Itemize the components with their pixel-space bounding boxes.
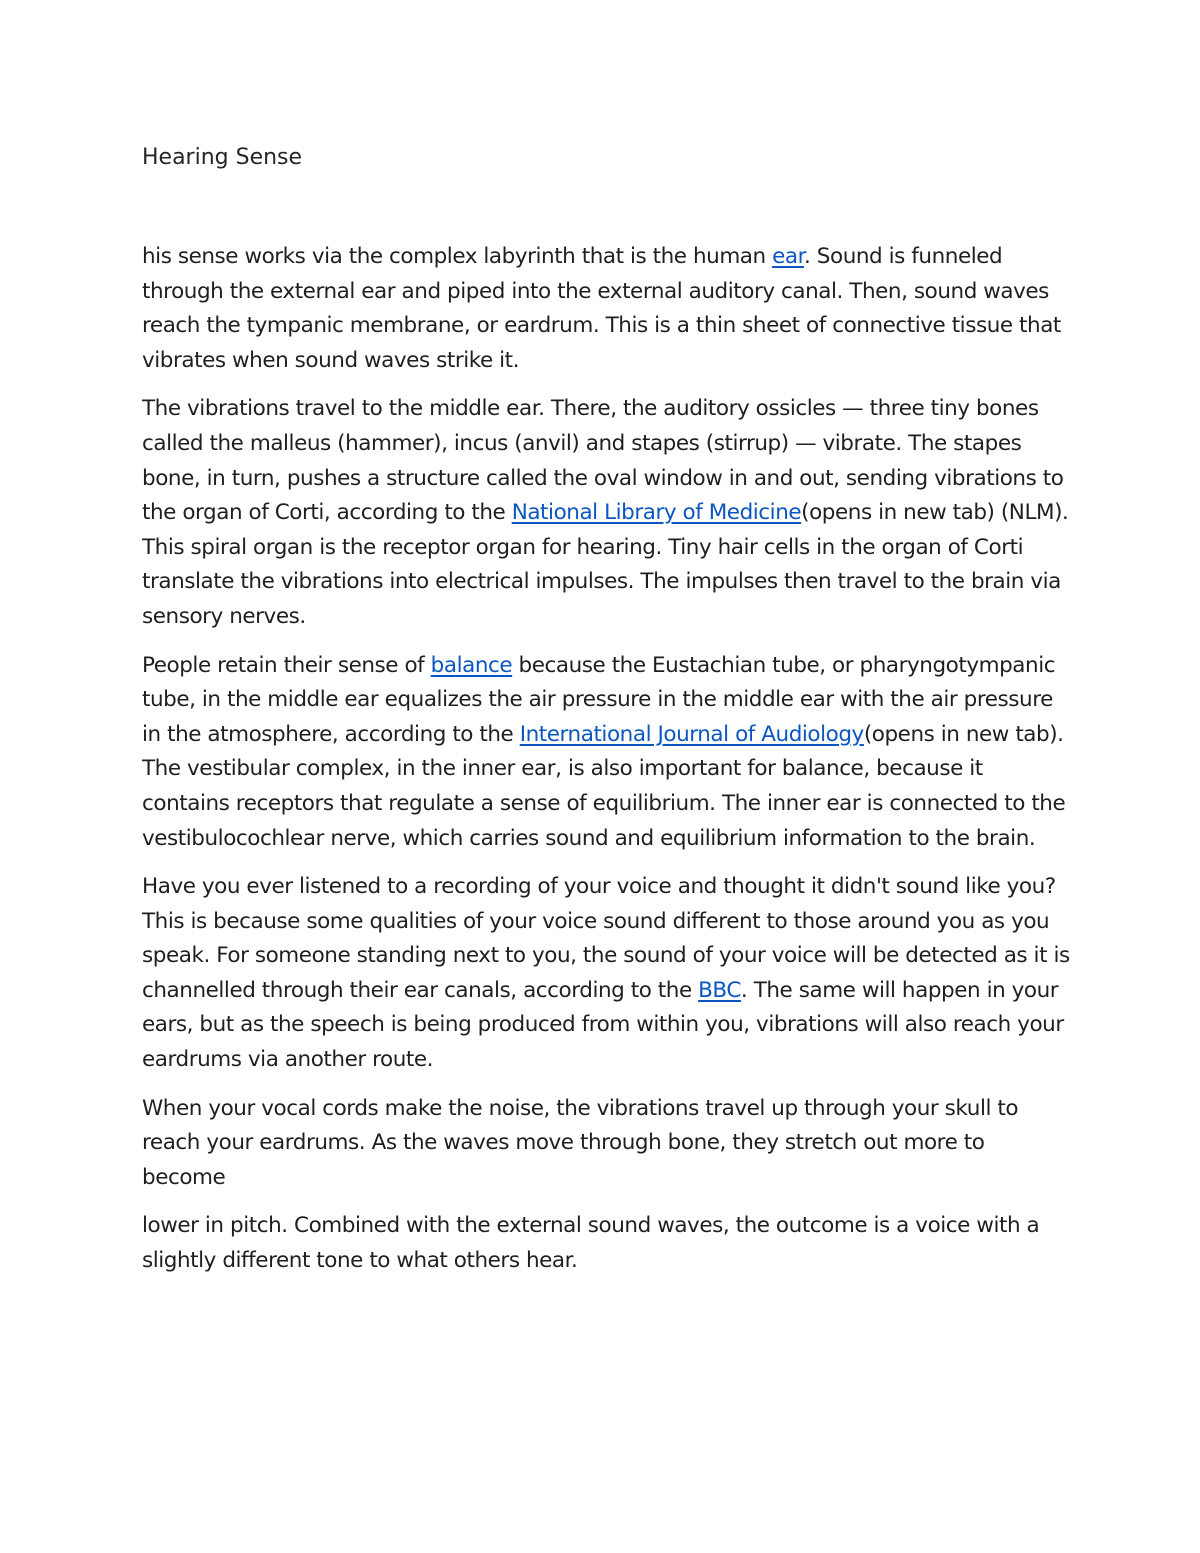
international-journal-of-audiology-link[interactable]: International Journal of Audiology <box>519 721 864 747</box>
paragraph-5 <box>142 1092 1072 1196</box>
document-page <box>142 140 1072 1293</box>
paragraph-text: (opens in new tab). The vestibular complex, in the inner ear, is also important for balance, because it contains receptors that regulate a sense of equilibrium. The inner ear is connected to the vestibulocochlear nerve, which carries sound and equilibrium information to the brain. <box>142 721 1066 851</box>
paragraph-6 <box>142 1209 1072 1278</box>
paragraph-2 <box>142 392 1072 634</box>
document-title: Hearing Sense <box>142 145 303 170</box>
paragraph-text: because the Eustachian tube, or pharyngotympanic tube, in the middle ear equalizes the air pressure in the middle ear with the air pressure in the atmosphere, according to the <box>142 652 1056 747</box>
paragraph-text: People retain their sense of <box>142 652 431 678</box>
paragraph-text: (opens in new tab) (NLM). This spiral organ is the receptor organ for hearing. Tiny hair cells in the organ of Corti translate the vibrations into electrical impulses. The impulses then travel to the brain via sensory nerves. <box>142 500 1069 629</box>
paragraph-text: . Sound is funneled through the external ear and piped into the external auditory canal. Then, sound waves reach the tympanic membrane, or eardrum. This is a thin sheet of connective tissue that vibrates when sound waves strike it. <box>142 244 1061 373</box>
paragraph-text: When your vocal cords make the noise, the vibrations travel up through your skull to reach your eardrums. As the waves move through bone, they stretch out more to become <box>142 1095 1019 1190</box>
paragraph-text: his sense works via the complex labyrinth that is the human <box>142 244 773 269</box>
paragraph-3 <box>142 649 1072 857</box>
paragraph-text: . The same will happen in your ears, but as the speech is being produced from within you, vibrations will also reach your eardrums via another route. <box>142 977 1064 1073</box>
paragraph-text: The vibrations travel to the middle ear. There, the auditory ossicles — three tiny bones called the malleus (hammer), incus (anvil) and stapes (stirrup) — vibrate. The stapes bone, in turn, pushes a structure called the oval window in and out, sending vibrations to the organ of Corti, according to the <box>142 396 1064 526</box>
national-library-of-medicine-link[interactable]: National Library of Medicine <box>511 500 802 526</box>
balance-link[interactable]: balance <box>430 652 513 678</box>
bbc-link[interactable]: BBC <box>698 977 741 1003</box>
paragraph-1 <box>142 240 1072 378</box>
paragraph-text: Have you ever listened to a recording of your voice and thought it didn't sound like you? This is because some qualities of your voice sound different to those around you as you speak. For someone standing next to you, the sound of your voice will be detected as it is channelled through their ear canals, according to the <box>142 874 1070 1003</box>
paragraph-text: lower in pitch. Combined with the external sound waves, the outcome is a voice with a slightly different tone to what others hear. <box>142 1213 1040 1274</box>
paragraph-4 <box>142 870 1072 1078</box>
ear-link[interactable]: ear <box>772 244 805 269</box>
